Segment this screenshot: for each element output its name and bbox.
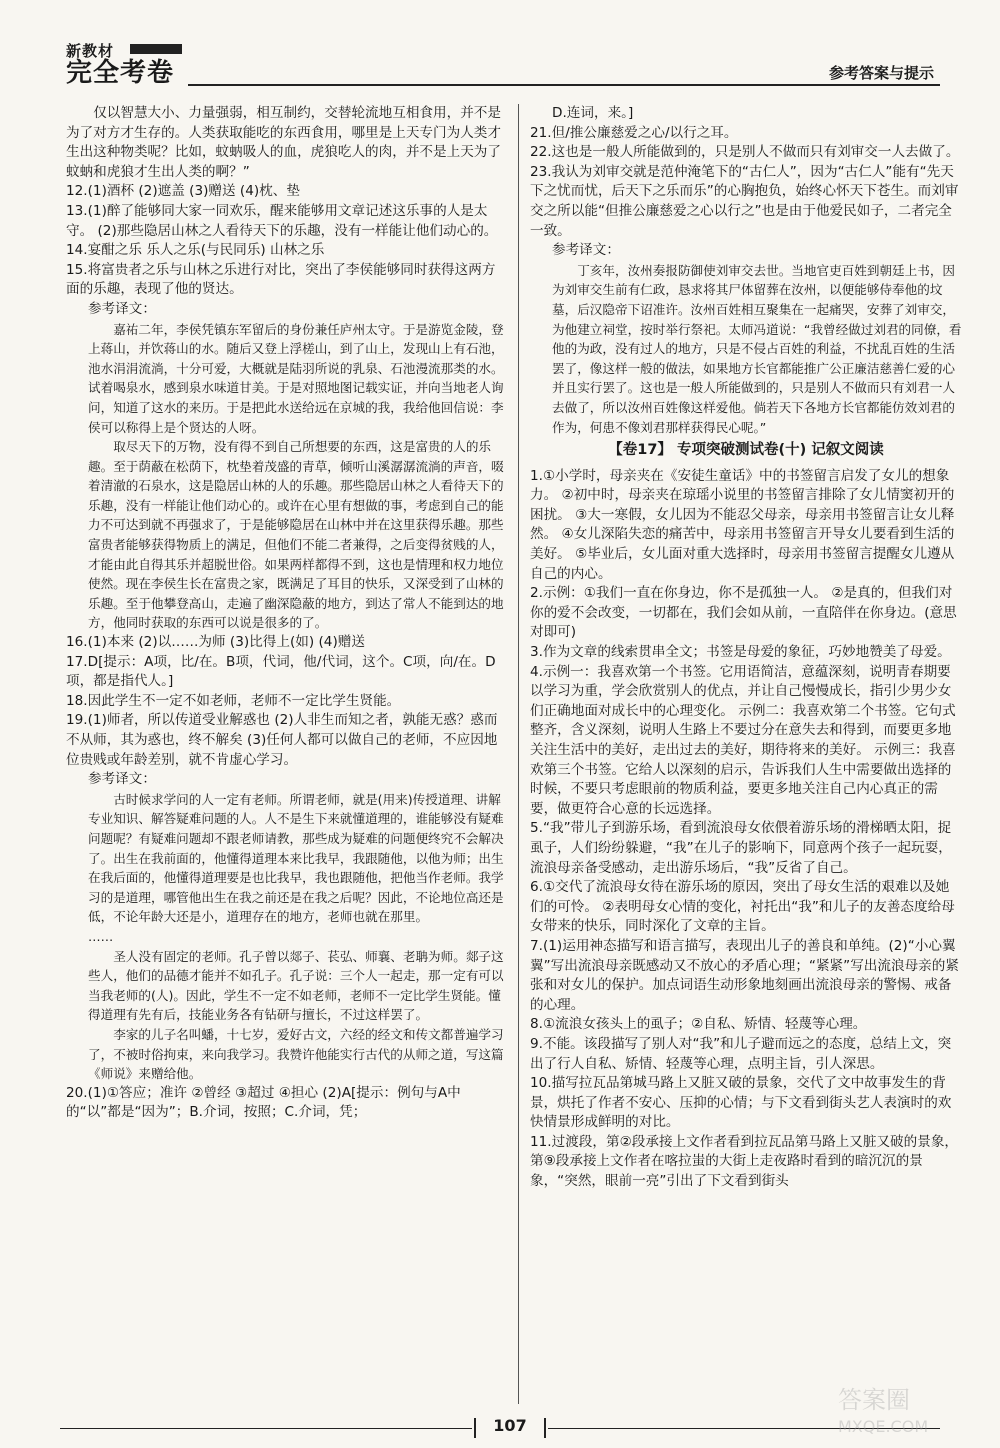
translation-paragraph: 嘉祐二年，李侯凭镇东军留后的身份兼任庐州太守。于是游览金陵，登上蒋山，并饮蒋山的水。随后又登上浮槎山，到了山上，发现山上有石池，池水涓涓流淌，十分可爱，大概就是陆羽所说的乳泉、石池漫流那类的水。试着喝泉水，感到泉水味道甘美。于是对照地图记载实证，并向当地老人询问，知道了这水的来历。于是把此水送给远在京城的我，我给他回信说：李侯可以称得上是个贤达的人呀。 (88, 321, 504, 435)
header-rule (188, 84, 940, 86)
brand-black-bar (130, 44, 182, 54)
translation-paragraph: 丁亥年，汝州奏报防御使刘审交去世。当地官吏百姓到朝廷上书，因为刘审交生前有仁政，恳求将其尸体留葬在汝州，以便能够侍奉他的坟墓，后汉隐帝下诏准许。汝州百姓相互聚集在一起痛哭，安葬了刘审交，为他建立祠堂，按时举行祭祀。太师冯道说：“我曾经做过刘君的同僚，看他的为政，没有过人的地方，只是不侵占百姓的利益，不扰乱百姓的生活罢了，像这样一般的做法，如果地方长官都能推广公正廉洁慈善仁爱的心并且实行罢了。这也是一般人所能做到的，只是别人不做而只有刘君一人去做了，所以汝州百姓像这样爱他。倘若天下各地方长官都能仿效刘君的作为，何患不像刘君那样获得民心呢。” (552, 262, 962, 435)
brand-title: 完全考卷 (66, 58, 175, 88)
page-number: 107 (493, 1416, 527, 1435)
page-footer (60, 1416, 940, 1440)
answer-8: 8.①流浪女孩头上的虱子；②自私、矫情、轻蔑等心理。 (530, 1016, 867, 1033)
answer-5: 5.“我”带儿子到游乐场，看到流浪母女依偎着游乐场的滑梯晒太阳，捉虱子，人们纷纷躲避，“我”在儿子的影响下，同意两个孩子一起玩耍，流浪母亲备受感动，走出游乐场后，“我”反省了自己。 (530, 820, 952, 876)
answer-22: 22.这也是一般人所能做到的，只是别人不做而只有刘审交一人去做了。 (530, 144, 960, 161)
translation-paragraph: 取尽天下的万物，没有得不到自己所想要的东西，这是富贵的人的乐趣。至于荫蔽在松荫下，枕垫着茂盛的青草，倾听山溪潺潺流淌的声音，啜着清澈的石泉水，这是隐居山林的人的乐趣。那些隐居山林之人看待天下的乐趣，没有一样能让他们动心的。或许在心里有想做的事，考虑到自己的能力不可达到就不再强求了，于是能够隐居在山林中并在这里获得乐趣。那些富贵者能够获得物质上的满足，但他们不能二者兼得，之后变得贫贱的人，才能由此自得其乐并超脱世俗。如果两样都得不到，这也是情理和权力地位使然。现在李侯生长在富贵之家，既满足了耳目的快乐，又深受到了山林的乐趣。至于他攀登高山，走遍了幽深隐蔽的地方，到达了常人不能到达的地方，他同时获取的东西可以说是很多的了。 (88, 439, 504, 631)
answer-1: 1.①小学时，母亲夹在《安徒生童话》中的书签留言启发了女儿的想象力。 ②初中时，母亲夹在琼瑶小说里的书签留言排除了女儿情窦初开的困扰。 ③大一寒假，女儿因为不能忍父母亲，母亲用书签留言让女儿释然。 ④女儿深陷失恋的痛苦中，母亲用书签留言开导女儿要看到生活的美好。 ⑤毕业后，女儿面对重大选择时，母亲用书签留言提醒女儿遵从自己的内心。 (530, 467, 955, 582)
answer-4: 4.示例一：我喜欢第一个书签。它用语简洁，意蕴深刻，说明青春期要以学习为重，学会欣赏别人的优点，并让自己慢慢成长，指引少男少女们正确地面对成长中的心理变化。 示例二：我喜欢第二个书签。它句式整齐，含义深刻，说明人生路上不要过分在意失去和得到，而要更多地关注生活中的美好，走出过去的美好，期待将来的美好。 示例三：我喜欢第三个书签。它给人以深刻的启示，告诉我们人生中需要做出选择的时候，不要只考虑眼前的物质利益，要更多地关注自己内心真正的需要，做更符合心意的长远选择。 (530, 663, 956, 817)
answer-19: 19.(1)师者，所以传道受业解惑也 (2)人非生而知之者，孰能无惑？惑而不从师，其为惑也，终不解矣 (3)任何人都可以做自己的老师，不应因地位贵贱或年龄差别，就不肯虚心学习。 (66, 712, 498, 768)
answer-18: 18.因此学生不一定不如老师，老师不一定比学生贤能。 (66, 692, 401, 709)
watermark-logo-icon (830, 1380, 980, 1440)
translation-paragraph: 圣人没有固定的老师。孔子曾以郯子、苌弘、师襄、老聃为师。郯子这些人，他们的品德才能并不如孔子。孔子说：三个人一起走，那一定有可以当我老师的(人)。因此，学生不一定不如老师，老师不一定比学生贤能。懂得道理有先有后，技能业务各有钻研与擅长，不过这样罢了。 (88, 948, 504, 1023)
page-number-bar-left (474, 1418, 476, 1438)
left-column (66, 104, 506, 1123)
column-divider (518, 104, 519, 1404)
page-number-bar-right (544, 1418, 546, 1438)
answer-16: 16.(1)本来 (2)以……为师 (3)比得上(如) (4)赠送 (66, 634, 365, 651)
right-column (530, 104, 962, 1192)
answer-10: 10.描写拉瓦品第城马路上又脏又破的景象，交代了文中故事发生的背景，烘托了作者不安心、压抑的心情；与下文看到街头艺人表演时的欢快情景形成鲜明的对比。 (530, 1075, 952, 1131)
reference-translation-label: 参考译文： (88, 771, 156, 788)
translation-paragraph: 仅以智慧大小、力量强弱，相互制约，交替轮流地互相食用，并不是为了对方才生存的。人类获取能吃的东西食用，哪里是上天专门为人类才生出这种物类呢？比如，蚊蚋吸人的血，虎狼吃人的肉，并不是上天为了蚊蚋和虎狼才生出人类的啊？” (66, 105, 501, 180)
answer-21: 21.但/推公廉慈爱之心/以行之耳。 (530, 124, 738, 141)
reference-translation-label: 参考译文： (88, 300, 156, 317)
site-watermark-logo (830, 1380, 980, 1440)
translation-paragraph: 古时候求学问的人一定有老师。所谓老师，就是(用来)传授道理、讲解专业知识、解答疑难问题的人。人不是生下来就懂道理的，谁能够没有疑难问题呢？有疑难问题却不跟老师请教，那些成为疑难的问题便终究不会解决了。出生在我前面的，他懂得道理本来比我早，我跟随他，以他为师；出生在我后面的，他懂得道理要是也比我早，我也跟随他，把他当作老师。我学习的是道理，哪管他出生在我之前还是在我之后呢？因此，不论地位高还是低，不论年龄大还是小，道理存在的地方，老师也就在那里。 (88, 791, 504, 925)
brand-subtitle: 新教材 (66, 42, 115, 60)
answer-3: 3.作为文章的线索贯串全文；书签是母爱的象征，巧妙地赞美了母爱。 (530, 644, 951, 661)
watermark-text-main: 答案圈 (838, 1386, 910, 1414)
answer-20-continued: D.连词，来。] (552, 105, 634, 121)
page-header (60, 38, 940, 88)
answer-9: 9.不能。该段描写了别人对“我”和儿子避而远之的态度，总结上文，突出了行人自私、矫情、轻蔑等心理，点明主旨，引人深思。 (530, 1035, 952, 1072)
answer-20: 20.(1)①答应；准许 ②曾经 ③超过 ④担心 (2)A[提示：例句与A中的“以”都是“因为”；B.介词，按照；C.介词，凭； (66, 1084, 461, 1121)
translation-paragraph: 李家的儿子名叫蟠，十七岁，爱好古文，六经的经文和传文都普遍学习了，不被时俗拘束，来向我学习。我赞许他能实行古代的从师之道，写这篇《师说》来赠给他。 (88, 1026, 504, 1082)
answer-17: 17.D[提示：A项，比/在。B项，代词，他/代词，这个。C项，向/在。D项，都是指代人。] (66, 653, 496, 690)
answer-13: 13.(1)醉了能够同大家一同欢乐，醒来能够用文章记述这乐事的人是太守。 (2)那些隐居山林之人看待天下的乐趣，没有一样能让他们动心的。 (66, 202, 498, 239)
answer-23: 23.我认为刘审交就是范仲淹笔下的“古仁人”，因为“古仁人”能有“先天下之忧而忧，后天下之乐而乐”的心胸抱负，始终心怀天下苍生。而刘审交之所以能“但推公廉慈爱之心以行之”也是由于他爱民如子，二者完全一致。 (530, 163, 959, 239)
ellipsis: …… (88, 928, 114, 944)
answer-14: 14.宴酣之乐 乐人之乐(与民同乐) 山林之乐 (66, 242, 325, 259)
answer-11: 11.过渡段，第②段承接上文作者看到拉瓦品第马路上又脏又破的景象，第⑨段承接上文作者在喀拉蚩的大街上走夜路时看到的暗沉沉的景象，“突然，眼前一亮”引出了下文看到街头 (530, 1133, 959, 1190)
section-title: 【卷17】 专项突破测试卷(十) 记叙文阅读 (608, 442, 884, 459)
section-header-title: 参考答案与提示 (828, 64, 934, 82)
footer-rule-left (60, 1428, 472, 1429)
answer-15: 15.将富贵者之乐与山林之乐进行对比，突出了李侯能够同时获得这两方面的乐趣，表现了他的贤达。 (66, 261, 496, 298)
reference-translation-label: 参考译文： (552, 242, 620, 259)
answer-12: 12.(1)酒杯 (2)遮盖 (3)赠送 (4)枕、垫 (66, 183, 300, 200)
answer-6: 6.①交代了流浪母女待在游乐场的原因，突出了母女生活的艰难以及她们的可怜。 ②表明母女心情的变化，衬托出“我”和儿子的友善态度给母女带来的快乐，同时深化了文章的主旨。 (530, 879, 955, 935)
answer-7: 7.(1)运用神态描写和语言描写，表现出儿子的善良和单纯。(2)“小心翼翼”写出流浪母亲既感动又不放心的矛盾心理；“紧紧”写出流浪母亲的紧张和对女儿的保护。加点词语生动形象地刻画出流浪母亲的警惕、戒备的心理。 (530, 937, 959, 1013)
answer-2: 2.示例：①我们一直在你身边，你不是孤独一人。 ②是真的，但我们对你的爱不会改变，一切都在，我们会如从前，一直陪伴在你身边。(意思对即可) (530, 585, 957, 641)
watermark-text-url: MXQE.COM (838, 1417, 929, 1436)
